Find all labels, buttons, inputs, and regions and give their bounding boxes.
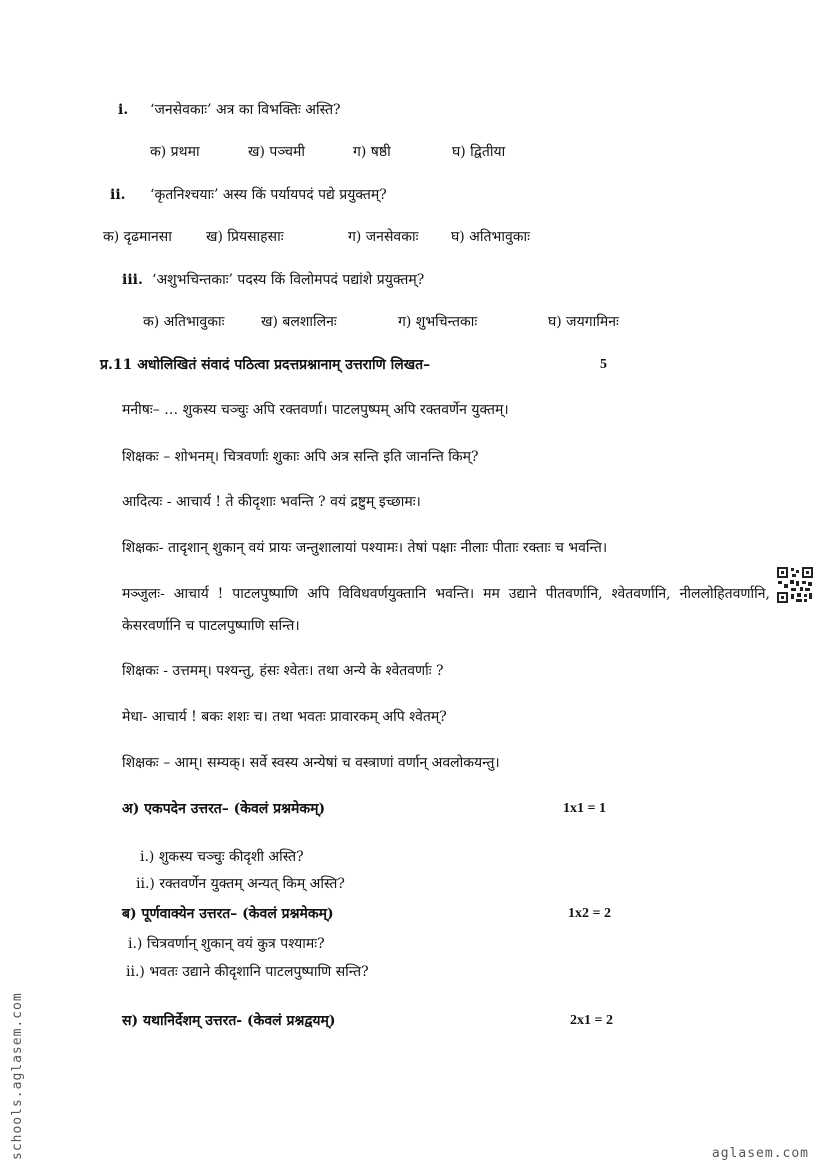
mcq-1-option-c: ग) षष्ठी bbox=[353, 144, 391, 160]
section-c-marks: 2x1 = 2 bbox=[570, 1013, 613, 1028]
mcq-2-option-b: ख) प्रियसाहसाः bbox=[206, 229, 284, 245]
dialogue-line-6: शिक्षकः - उत्तमम्। पश्यन्तु, हंसः श्वेतः। तथा अन्ये के श्वेतवर्णाः ? bbox=[122, 663, 444, 679]
dialogue-line-7: मेधा- आचार्य ! बकः शशः च। तथा भवतः प्रावारकम् अपि श्वेतम्? bbox=[122, 709, 447, 725]
dialogue-line-1: मनीषः– … शुकस्य चञ्चुः अपि रक्तवर्णा। पाटलपुष्पम् अपि रक्तवर्णेन युक्तम्। bbox=[122, 402, 509, 418]
section-b-marks: 1x2 = 2 bbox=[568, 906, 611, 921]
mcq-3-number: iii. bbox=[122, 272, 143, 288]
section-b-heading: ब) पूर्णवाक्येन उत्तरत– (केवलं प्रश्नमेकम्) bbox=[122, 906, 334, 922]
dialogue-line-4: शिक्षकः- तादृशान् शुकान् वयं प्रायः जन्तुशालायां पश्यामः। तेषां पक्षाः नीलाः पीताः रक्ताः च भवन्ति। bbox=[122, 540, 608, 556]
dialogue-line-8: शिक्षकः – आम्। सम्यक्। सर्वे स्वस्य अन्येषां च वस्त्राणां वर्णान् अवलोकयन्तु। bbox=[122, 755, 500, 771]
mcq-2-option-d: घ) अतिभावुकाः bbox=[451, 229, 530, 245]
section-a-question-2: ii.) रक्तवर्णेन युक्तम् अन्यत् किम् अस्ति? bbox=[136, 876, 345, 892]
side-watermark: schools.aglasem.com bbox=[10, 992, 25, 1160]
mcq-1-question: ‘जनसेवकाः’ अत्र का विभक्तिः अस्ति? bbox=[150, 102, 341, 118]
section-a-question-1: i.) शुकस्य चञ्चुः कीदृशी अस्ति? bbox=[140, 849, 304, 865]
mcq-1-option-b: ख) पञ्चमी bbox=[248, 144, 306, 160]
mcq-3-option-c: ग) शुभचिन्तकाः bbox=[398, 314, 478, 330]
section-b-question-2: ii.) भवतः उद्याने कीदृशानि पाटलपुष्पाणि सन्ति? bbox=[126, 964, 369, 980]
dialogue-line-5: मञ्जुलः- आचार्य ! पाटलपुष्पाणि अपि विविधवर्णयुक्तानि भवन्ति। मम उद्याने पीतवर्णानि, श्वेतवर्णानि, नीललोहितवर्णानि, केसरवर्णानि च पाटलपुष्पाणि सन्ति। bbox=[122, 586, 770, 634]
mcq-3-option-a: क) अतिभावुकाः bbox=[143, 314, 225, 330]
mcq-1-number: i. bbox=[118, 102, 129, 118]
mcq-3-option-d: घ) जयगामिनः bbox=[548, 314, 619, 330]
section-a-marks: 1x1 = 1 bbox=[563, 801, 606, 816]
question-11-heading: प्र.11 अधोलिखितं संवादं पठित्वा प्रदत्तप्रश्नानाम् उत्तराणि लिखत– bbox=[100, 357, 431, 373]
mcq-2-number: ii. bbox=[110, 187, 126, 203]
section-b-question-1: i.) चित्रवर्णान् शुकान् वयं कुत्र पश्यामः? bbox=[128, 936, 325, 952]
mcq-1-option-d: घ) द्वितीया bbox=[452, 144, 506, 160]
footer-watermark: aglasem.com bbox=[711, 1146, 809, 1161]
mcq-2-question: ‘कृतनिश्चयाः’ अस्य किं पर्यायपदं पद्ये प्रयुक्तम्? bbox=[150, 187, 387, 203]
section-a-heading: अ) एकपदेन उत्तरत– (केवलं प्रश्नमेकम्) bbox=[122, 801, 326, 817]
mcq-2-option-c: ग) जनसेवकाः bbox=[348, 229, 419, 245]
mcq-1-option-a: क) प्रथमा bbox=[150, 144, 200, 160]
mcq-3-option-b: ख) बलशालिनः bbox=[261, 314, 337, 330]
qr-code-icon bbox=[776, 566, 814, 604]
mcq-2-option-a: क) दृढमानसा bbox=[103, 229, 172, 245]
mcq-3-question: ‘अशुभचिन्तकाः’ पदस्य किं विलोमपदं पद्यांशे प्रयुक्तम्? bbox=[152, 272, 425, 288]
dialogue-line-2: शिक्षकः – शोभनम्। चित्रवर्णाः शुकाः अपि अत्र सन्ति इति जानन्ति किम्? bbox=[122, 449, 479, 465]
question-11-marks: 5 bbox=[600, 357, 607, 372]
section-c-heading: स) यथानिर्देशम् उत्तरत- (केवलं प्रश्नद्वयम्) bbox=[122, 1013, 336, 1029]
dialogue-line-3: आदित्यः - आचार्य ! ते कीदृशाः भवन्ति ? वयं द्रष्टुम् इच्छामः। bbox=[122, 494, 421, 510]
